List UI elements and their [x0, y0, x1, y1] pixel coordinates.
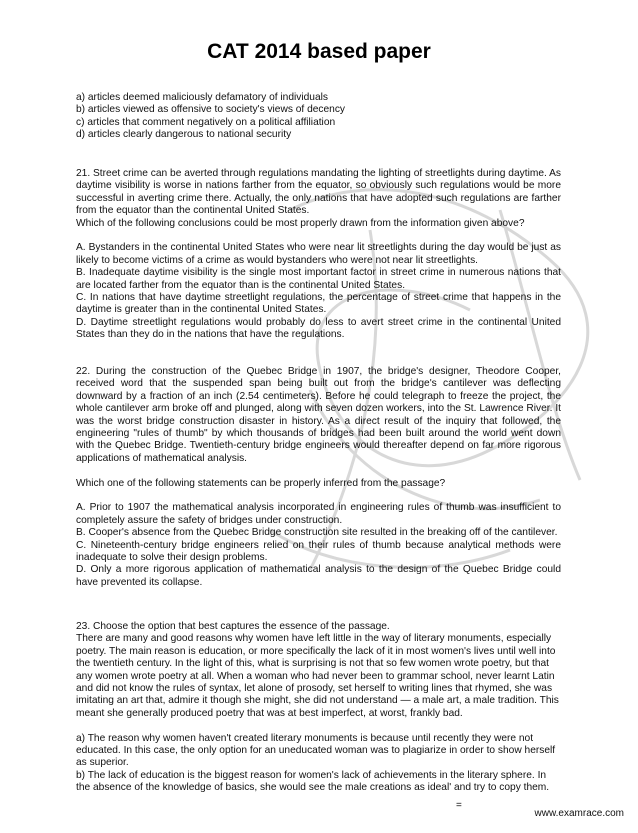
question-prompt: Which one of the following statements can be properly inferred from the passage? — [76, 477, 446, 489]
option-line: a) articles deemed maliciously defamatory of individuals — [76, 92, 328, 103]
question-22 — [76, 366, 561, 589]
previous-options — [76, 92, 561, 142]
question-23 — [76, 621, 561, 795]
answer-option: A. Bystanders in the continental United States who were near lit streetlights during the day would be just as likely to become victims of a crime as would bystanders who were not near lit streetlights. — [76, 242, 561, 266]
question-stem: 22. During the construction of the Quebec Bridge in 1907, the bridge's designer, Theodore Cooper, received word that the suspended span being built out from the bridge's cantilever was deflecting downward by a fraction of an inch (2.54 centimeters). Before he could telegraph to freeze the project, the whole cantilever arm broke off and plunged, along with seven dozen workers, into the St. Lawrence River. It was the worst bridge construction disaster in history. As a direct result of the inquiry that followed, the engineering "rules of thumb" by which thousands of bridges had been built around the world went down with the Quebec Bridge. Twentieth-century bridge engineers would thereafter depend on far more rigorous applications of mathematical analysis. — [76, 366, 561, 464]
question-stem: 21. Street crime can be averted through regulations mandating the lighting of streetlights during daytime. As daytime visibility is worse in nations farther from the equator, so obviously such regulations would be more successful in averting crime there. Actually, the only nations that have adopted such regulations are farther from the equator than the continental United States. — [76, 168, 561, 217]
answer-option: B. Inadequate daytime visibility is the single most important factor in street crime in numerous nations that are located farther from the equator than is the continental United States. — [76, 267, 561, 291]
question-prompt: Which of the following conclusions could be most properly drawn from the information given above? — [76, 217, 525, 229]
option-line: c) articles that comment negatively on a political affiliation — [76, 116, 336, 128]
footer-mark: = — [456, 800, 462, 811]
answer-option: B. Cooper's absence from the Quebec Bridge construction site resulted in the breaking off of the cantilever. — [76, 527, 558, 539]
option-line: b) articles viewed as offensive to society's views of decency — [76, 104, 346, 116]
answer-option: a) The reason why women haven't created literary monuments is because until recently they were not educated. In this case, the only option for an uneducated woman was to plagiarize in order to show herself as superior. — [76, 732, 556, 769]
answer-option: D. Only a more rigorous application of mathematical analysis to the design of the Quebec Bridge could have prevented its collapse. — [76, 564, 561, 588]
option-line: d) articles clearly dangerous to national security — [76, 129, 292, 141]
page-title: CAT 2014 based paper — [207, 40, 431, 63]
answer-option: A. Prior to 1907 the mathematical analysis incorporated in engineering rules of thumb was insufficient to completely assure the safety of bridges under construction. — [76, 502, 561, 526]
answer-option: b) The lack of education is the biggest reason for women's lack of achievements in the literary sphere. In the absence of the knowledge of basics, she would see the male creations as ideal' and try to copy them. — [76, 769, 550, 794]
answer-option: C. Nineteenth-century bridge engineers relied on their rules of thumb because analytical methods were inadequate to solve their design problems. — [76, 539, 561, 564]
footer-website: www.examrace.com — [534, 808, 624, 819]
answer-option: D. Daytime streetlight regulations would probably do less to avert street crime in the continental United States than they do in the nations that have the regulations. — [76, 316, 561, 341]
answer-option: C. In nations that have daytime streetlight regulations, the percentage of street crime that happens in the daytime is greater than in the continental United States. — [76, 292, 561, 316]
question-21 — [76, 168, 561, 342]
passage-text: There are many and good reasons why women have left little in the way of literary monuments, especially poetry. The main reason is education, or more specifically the lack of it in most women's lives until well into the twentieth century. In the light of this, what is surprising is not that so few women wrote poetry, but that any women wrote poetry at all. When a woman who had never been to grammar school, never learnt Latin and did not know the rules of syntax, let alone of prosody, set herself to writing lines that rhymed, she was imitating an art that, admire it though she might, she did not understand — a male art, a male tradition. This meant she generally produced poetry that was at best imperfect, at worst, frankly bad. — [76, 633, 559, 719]
question-heading: 23. Choose the option that best captures the essence of the passage. — [76, 621, 390, 632]
